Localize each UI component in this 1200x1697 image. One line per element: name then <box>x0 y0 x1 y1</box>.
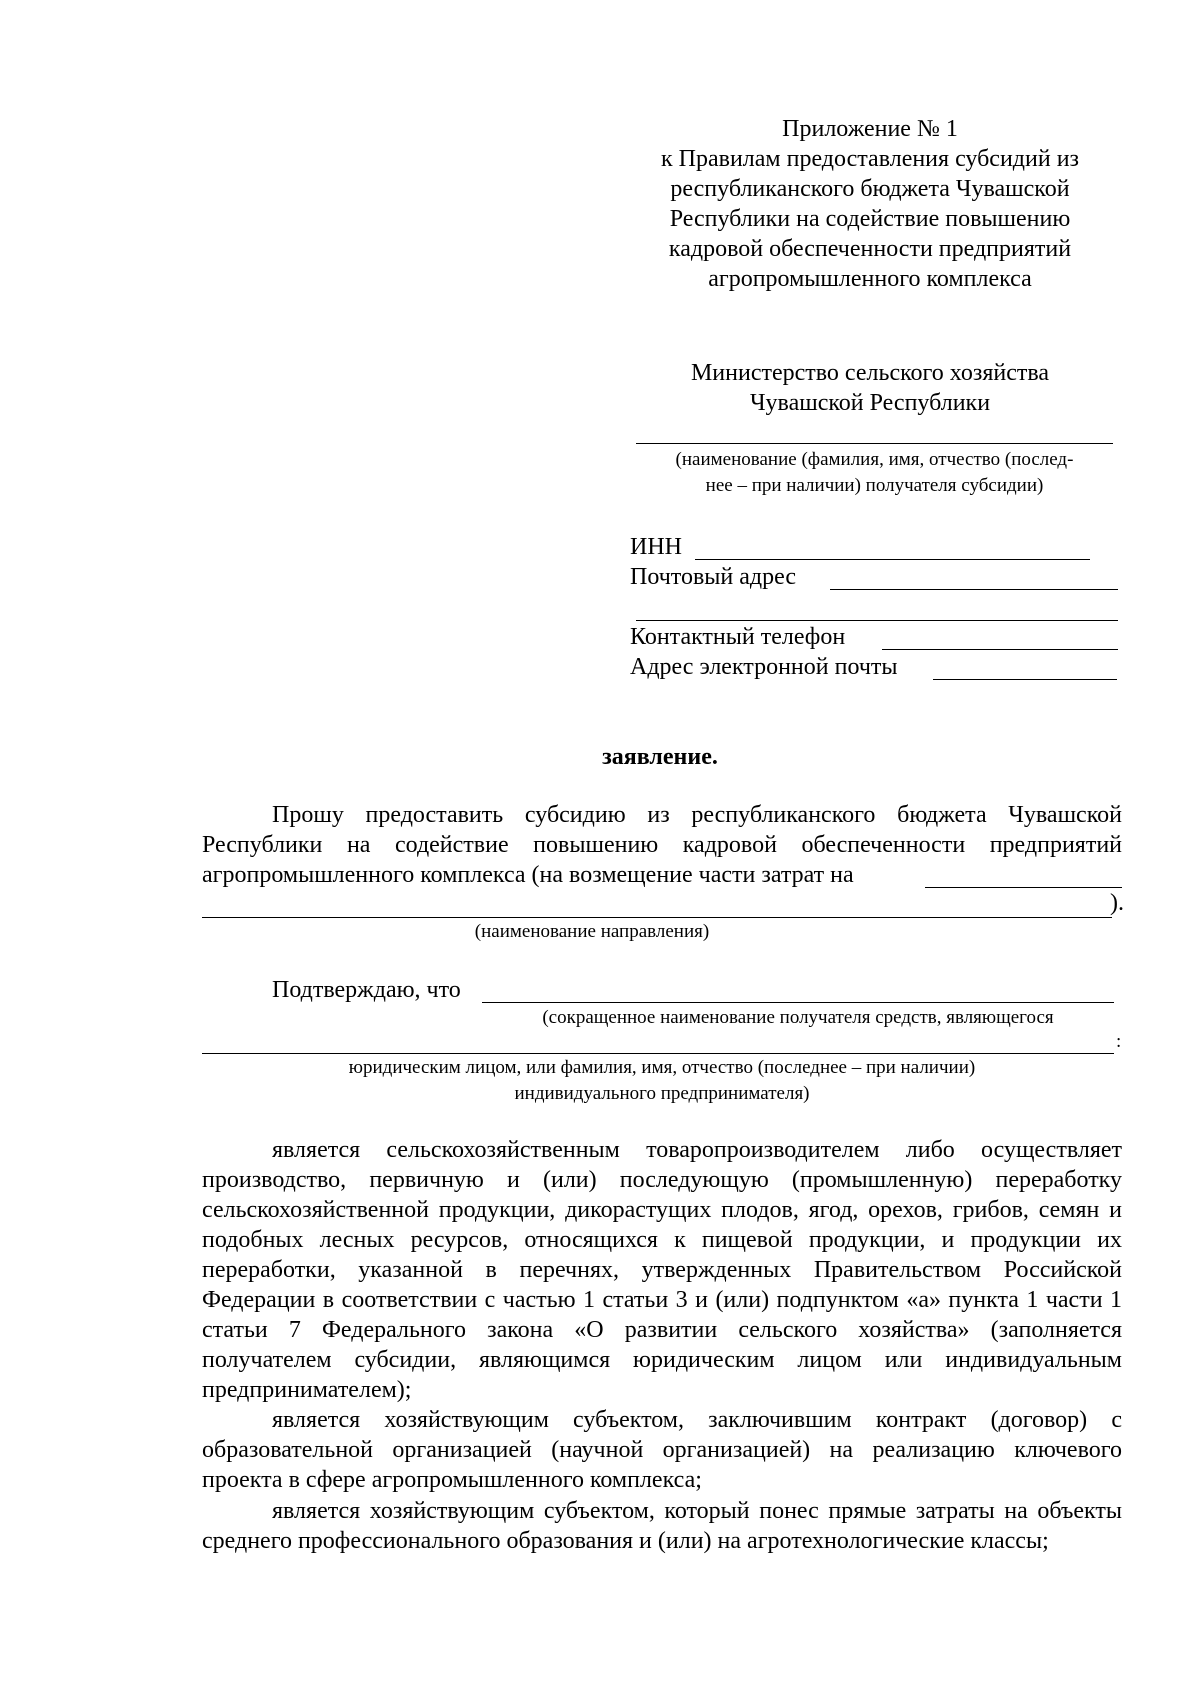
phone-blank[interactable] <box>882 649 1118 650</box>
recipient-name-caption-3: индивидуального предпринимателя) <box>514 1083 810 1104</box>
appendix-header <box>620 114 1120 294</box>
caption-line: (наименование (фамилия, имя, отчество (послед- <box>675 449 1074 470</box>
postal-address-label: Почтовый адрес <box>630 564 797 590</box>
recipient-name-blank[interactable] <box>482 1002 1114 1003</box>
applicant-name-blank[interactable] <box>636 443 1113 444</box>
direction-caption: (наименование направления) <box>474 921 710 942</box>
recipient-name-caption: (сокращенное наименование получателя средств, являющегося <box>542 1007 1054 1028</box>
ministry-line: Чувашской Республики <box>749 390 991 416</box>
recipient-ministry <box>620 358 1120 418</box>
appendix-line: агропромышленного комплекса <box>708 266 1032 292</box>
recipient-name-blank-2[interactable] <box>202 1053 1114 1054</box>
request-closing: ). <box>1110 890 1124 916</box>
ministry-line: Министерство сельского хозяйства <box>690 360 1050 386</box>
postal-address-blank-2[interactable] <box>636 620 1118 621</box>
appendix-line: Республики на содействие повышению <box>669 206 1071 232</box>
document-heading: заявление. <box>602 744 718 770</box>
confirm-colon: : <box>1116 1031 1122 1052</box>
appendix-line: республиканского бюджета Чувашской <box>670 176 1070 202</box>
applicant-name-caption <box>636 447 1113 499</box>
condition-paragraph-1: является сельскохозяйственным товаропроизводителем либо осуществляет производство, первичную и (или) последующую (промышленную) переработку сельскохозяйственной продукции, дикорастущих плодов, ягод, орехов, грибов, семян и подобных лесных ресурсов, относящихся к пищевой продукции, и продукции их переработки, указанной в перечнях, утвержденных Правительством Российской Федерации в соответствии с частью 1 статьи 3 и (или) подпунктом «а» пункта 1 части 1 статьи 7 Федерального закона «О развитии сельского хозяйства» (заполняется получателем субсидии, являющимся юридическим лицом или индивидуальным предпринимателем); <box>202 1137 1122 1403</box>
inn-blank[interactable] <box>695 559 1090 560</box>
condition-paragraph-2: является хозяйствующим субъектом, заключившим контракт (договор) с образовательной организацией (научной организацией) на реализацию ключевого проекта в сфере агропромышленного комплекса; <box>202 1407 1122 1493</box>
appendix-line: к Правилам предоставления субсидий из <box>660 146 1080 172</box>
condition-paragraph-3: является хозяйствующим субъектом, который понес прямые затраты на объекты среднего профессионального образования и (или) на агротехнологические классы; <box>202 1498 1122 1554</box>
request-paragraph: Прошу предоставить субсидию из республиканского бюджета Чувашской Республики на содействие повышению кадровой обеспеченности предприятий агропромышленного комплекса (на возмещение части затрат на <box>202 802 1122 888</box>
recipient-name-caption-2: юридическим лицом, или фамилия, имя, отчество (последнее – при наличии) <box>348 1057 976 1078</box>
postal-address-blank[interactable] <box>830 589 1118 590</box>
confirm-label: Подтверждаю, что <box>272 977 461 1003</box>
direction-blank-2[interactable] <box>202 917 1112 918</box>
inn-label: ИНН <box>630 534 682 560</box>
phone-label: Контактный телефон <box>630 624 846 650</box>
caption-line: нее – при наличии) получателя субсидии) <box>705 475 1044 496</box>
appendix-line: кадровой обеспеченности предприятий <box>668 236 1072 262</box>
direction-blank[interactable] <box>925 887 1122 888</box>
email-label: Адрес электронной почты <box>630 654 898 680</box>
appendix-line: Приложение № 1 <box>782 116 958 142</box>
email-blank[interactable] <box>933 679 1117 680</box>
